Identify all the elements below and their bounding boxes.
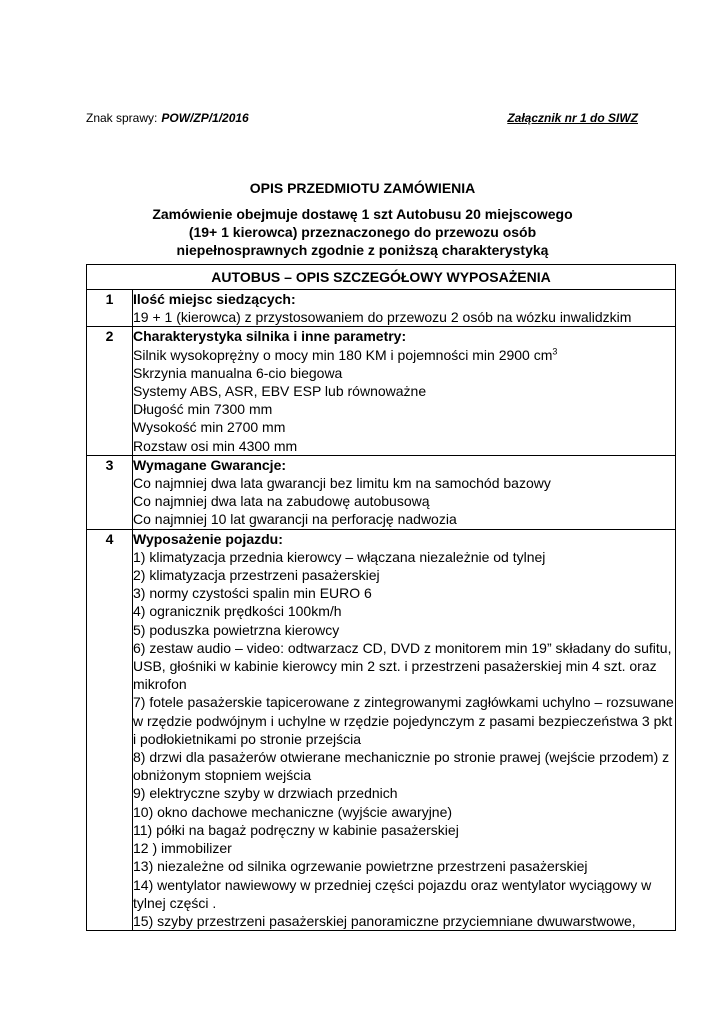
spec-line: Rozstaw osi min 4300 mm (133, 437, 298, 454)
document-title: OPIS PRZEDMIOTU ZAMÓWIENIA (249, 180, 476, 196)
table-heading: AUTOBUS – OPIS SZCZEGÓŁOWY WYPOSAŻENIA (87, 265, 676, 290)
row-content (133, 529, 676, 930)
case-value: POW/ZP/1/2016 (161, 111, 249, 125)
spec-line: Co najmniej dwa lata gwarancji bez limitu km na samochód bazowy (133, 475, 551, 492)
spec-line: Co najmniej 10 lat gwarancji na perforację nadwozia (133, 511, 457, 528)
spec-line: 4) ogranicznik prędkości 100km/h (133, 603, 342, 620)
spec-line: 9) elektryczne szyby w drzwiach przednich (133, 785, 398, 802)
row-content (133, 327, 676, 455)
spec-line: Skrzynia manualna 6-cio biegowa (133, 364, 343, 381)
row-content (133, 290, 676, 327)
table-heading-row (87, 265, 676, 290)
row-number: 4 (87, 529, 133, 930)
engine-unit-superscript: 3 (552, 345, 558, 356)
spec-line: 19 + 1 (kierowca) z przystosowaniem do przewozu 2 osób na wózku inwalidzkim (133, 309, 632, 326)
spec-line: 10) okno dachowe mechaniczne (wyjście awaryjne) (133, 803, 453, 820)
spec-line: 6) zestaw audio – video: odtwarzacz CD, DVD z monitorem min 19” składany do sufitu, USB, głośniki w kabinie kierowcy min 2 szt. i przestrzeni pasażerskiej min 4 szt. oraz mikrofon (133, 639, 672, 693)
table-row (87, 327, 676, 455)
spec-line: Co najmniej dwa lata na zabudowę autobusową (133, 493, 430, 510)
row-content (133, 455, 676, 529)
section-title: Wymagane Gwarancje: (133, 456, 287, 473)
case-label: Znak sprawy: (86, 111, 158, 125)
spec-line: Systemy ABS, ASR, EBV ESP lub równoważne (133, 383, 427, 400)
row-number: 3 (87, 455, 133, 529)
row-number: 1 (87, 290, 133, 327)
spec-line: Wysokość min 2700 mm (133, 419, 286, 436)
spec-line: 1) klimatyzacja przednia kierowcy – włączana niezależnie od tylnej (133, 548, 546, 565)
section-title: Charakterystyka silnika i inne parametry: (133, 328, 407, 345)
attachment-label: Załącznik nr 1 do SIWZ (507, 111, 638, 125)
subtitle-line: Zamówienie obejmuje dostawę 1 szt Autobusu 20 miejscowego (152, 206, 573, 222)
spec-line: 11) półki na bagaż podręczny w kabinie pasażerskiej (133, 821, 459, 838)
spec-line: 7) fotele pasażerskie tapicerowane z zintegrowanymi zagłówkami uchylno – rozsuwane w rzędzie podwójnym i uchylne w rzędzie pojedynczym z pasami bezpieczeństwa 3 pkt i podłokietnikami po stronie przejścia (133, 694, 674, 747)
table-row (87, 529, 676, 930)
section-title: Wyposażenie pojazdu: (133, 530, 283, 547)
table-row (87, 290, 676, 327)
engine-text: Silnik wysokoprężny o mocy min 180 KM i pojemności min 2900 cm (133, 346, 553, 363)
row-number: 2 (87, 327, 133, 455)
subtitle-line: (19+ 1 kierowca) przeznaczonego do przewozu osób (188, 224, 537, 240)
spec-line: 3) normy czystości spalin min EURO 6 (133, 585, 372, 602)
document-subtitle (0, 205, 725, 259)
spec-line: 13) niezależne od silnika ogrzewanie powietrzne przestrzeni pasażerskiej (133, 858, 588, 875)
case-number (86, 111, 249, 125)
spec-line: 15) szyby przestrzeni pasażerskiej panoramiczne przyciemniane dwuwarstwowe, (133, 912, 636, 929)
specification-table (86, 264, 676, 931)
spec-line: 12 ) immobilizer (133, 840, 232, 857)
spec-line: 5) poduszka powietrzna kierowcy (133, 621, 340, 638)
spec-line: 2) klimatyzacja przestrzeni pasażerskiej (133, 567, 380, 584)
section-title: Ilość miejsc siedzących: (133, 291, 296, 307)
spec-line: 8) drzwi dla pasażerów otwierane mechanicznie po stronie prawej (wejście przodem) z obniżonym stopniem wejścia (133, 749, 670, 784)
spec-line (133, 346, 675, 364)
table-row (87, 455, 676, 529)
spec-line: Długość min 7300 mm (133, 401, 273, 418)
subtitle-line: niepełnosprawnych zgodnie z poniższą charakterystyką (176, 242, 549, 258)
spec-line: 14) wentylator nawiewowy w przedniej części pojazdu oraz wentylator wyciągowy w tylnej części . (133, 876, 652, 911)
